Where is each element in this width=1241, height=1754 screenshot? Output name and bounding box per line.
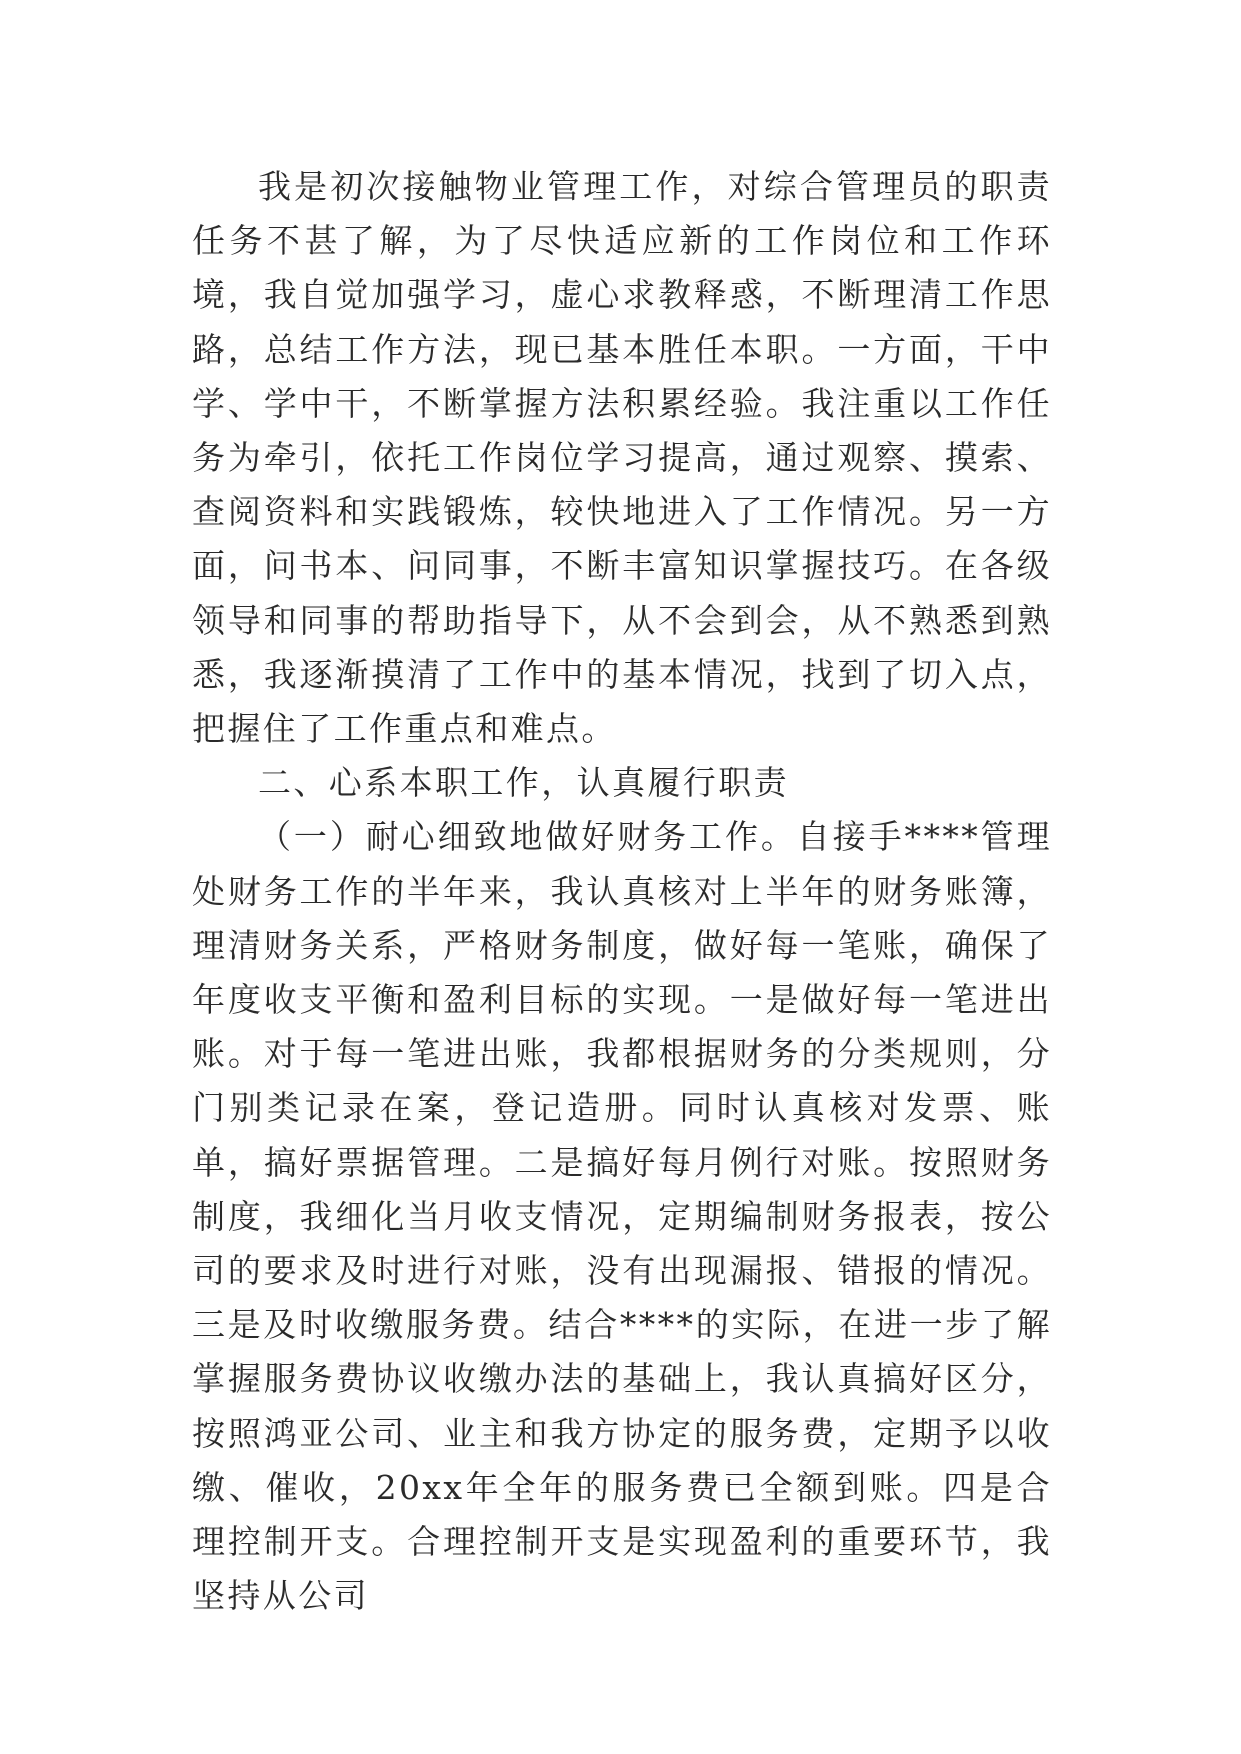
document-body [192,160,1052,1623]
paragraph-finance: （一）耐心细致地做好财务工作。自接手****管理处财务工作的半年来，我认真核对上半年的财务账簿，理清财务关系，严格财务制度，做好每一笔账，确保了年度收支平衡和盈利目标的实现。一是做好每一笔进出账。对于每一笔进出账，我都根据财务的分类规则，分门别类记录在案，登记造册。同时认真核对发票、账单，搞好票据管理。二是搞好每月例行对账。按照财务制度，我细化当月收支情况，定期编制财务报表，按公司的要求及时进行对账，没有出现漏报、错报的情况。三是及时收缴服务费。结合****的实际，在进一步了解掌握服务费协议收缴办法的基础上，我认真搞好区分，按照鸿亚公司、业主和我方协定的服务费，定期予以收缴、催收，20xx年全年的服务费已全额到账。四是合理控制开支。合理控制开支是实现盈利的重要环节，我坚持从公司 [192,817,1052,1616]
paragraph-learning: 我是初次接触物业管理工作，对综合管理员的职责任务不甚了解，为了尽快适应新的工作岗位和工作环境，我自觉加强学习，虚心求教释惑，不断理清工作思路，总结工作方法，现已基本胜任本职。一方面，干中学、学中干，不断掌握方法积累经验。我注重以工作任务为牵引，依托工作岗位学习提高，通过观察、摸索、查阅资料和实践锻炼，较快地进入了工作情况。另一方面，问书本、问同事，不断丰富知识掌握技巧。在各级领导和同事的帮助指导下，从不会到会，从不熟悉到熟悉，我逐渐摸清了工作中的基本情况，找到了切入点，把握住了工作重点和难点。 [192,167,1052,749]
section-heading: 二、心系本职工作，认真履行职责 [258,763,789,803]
